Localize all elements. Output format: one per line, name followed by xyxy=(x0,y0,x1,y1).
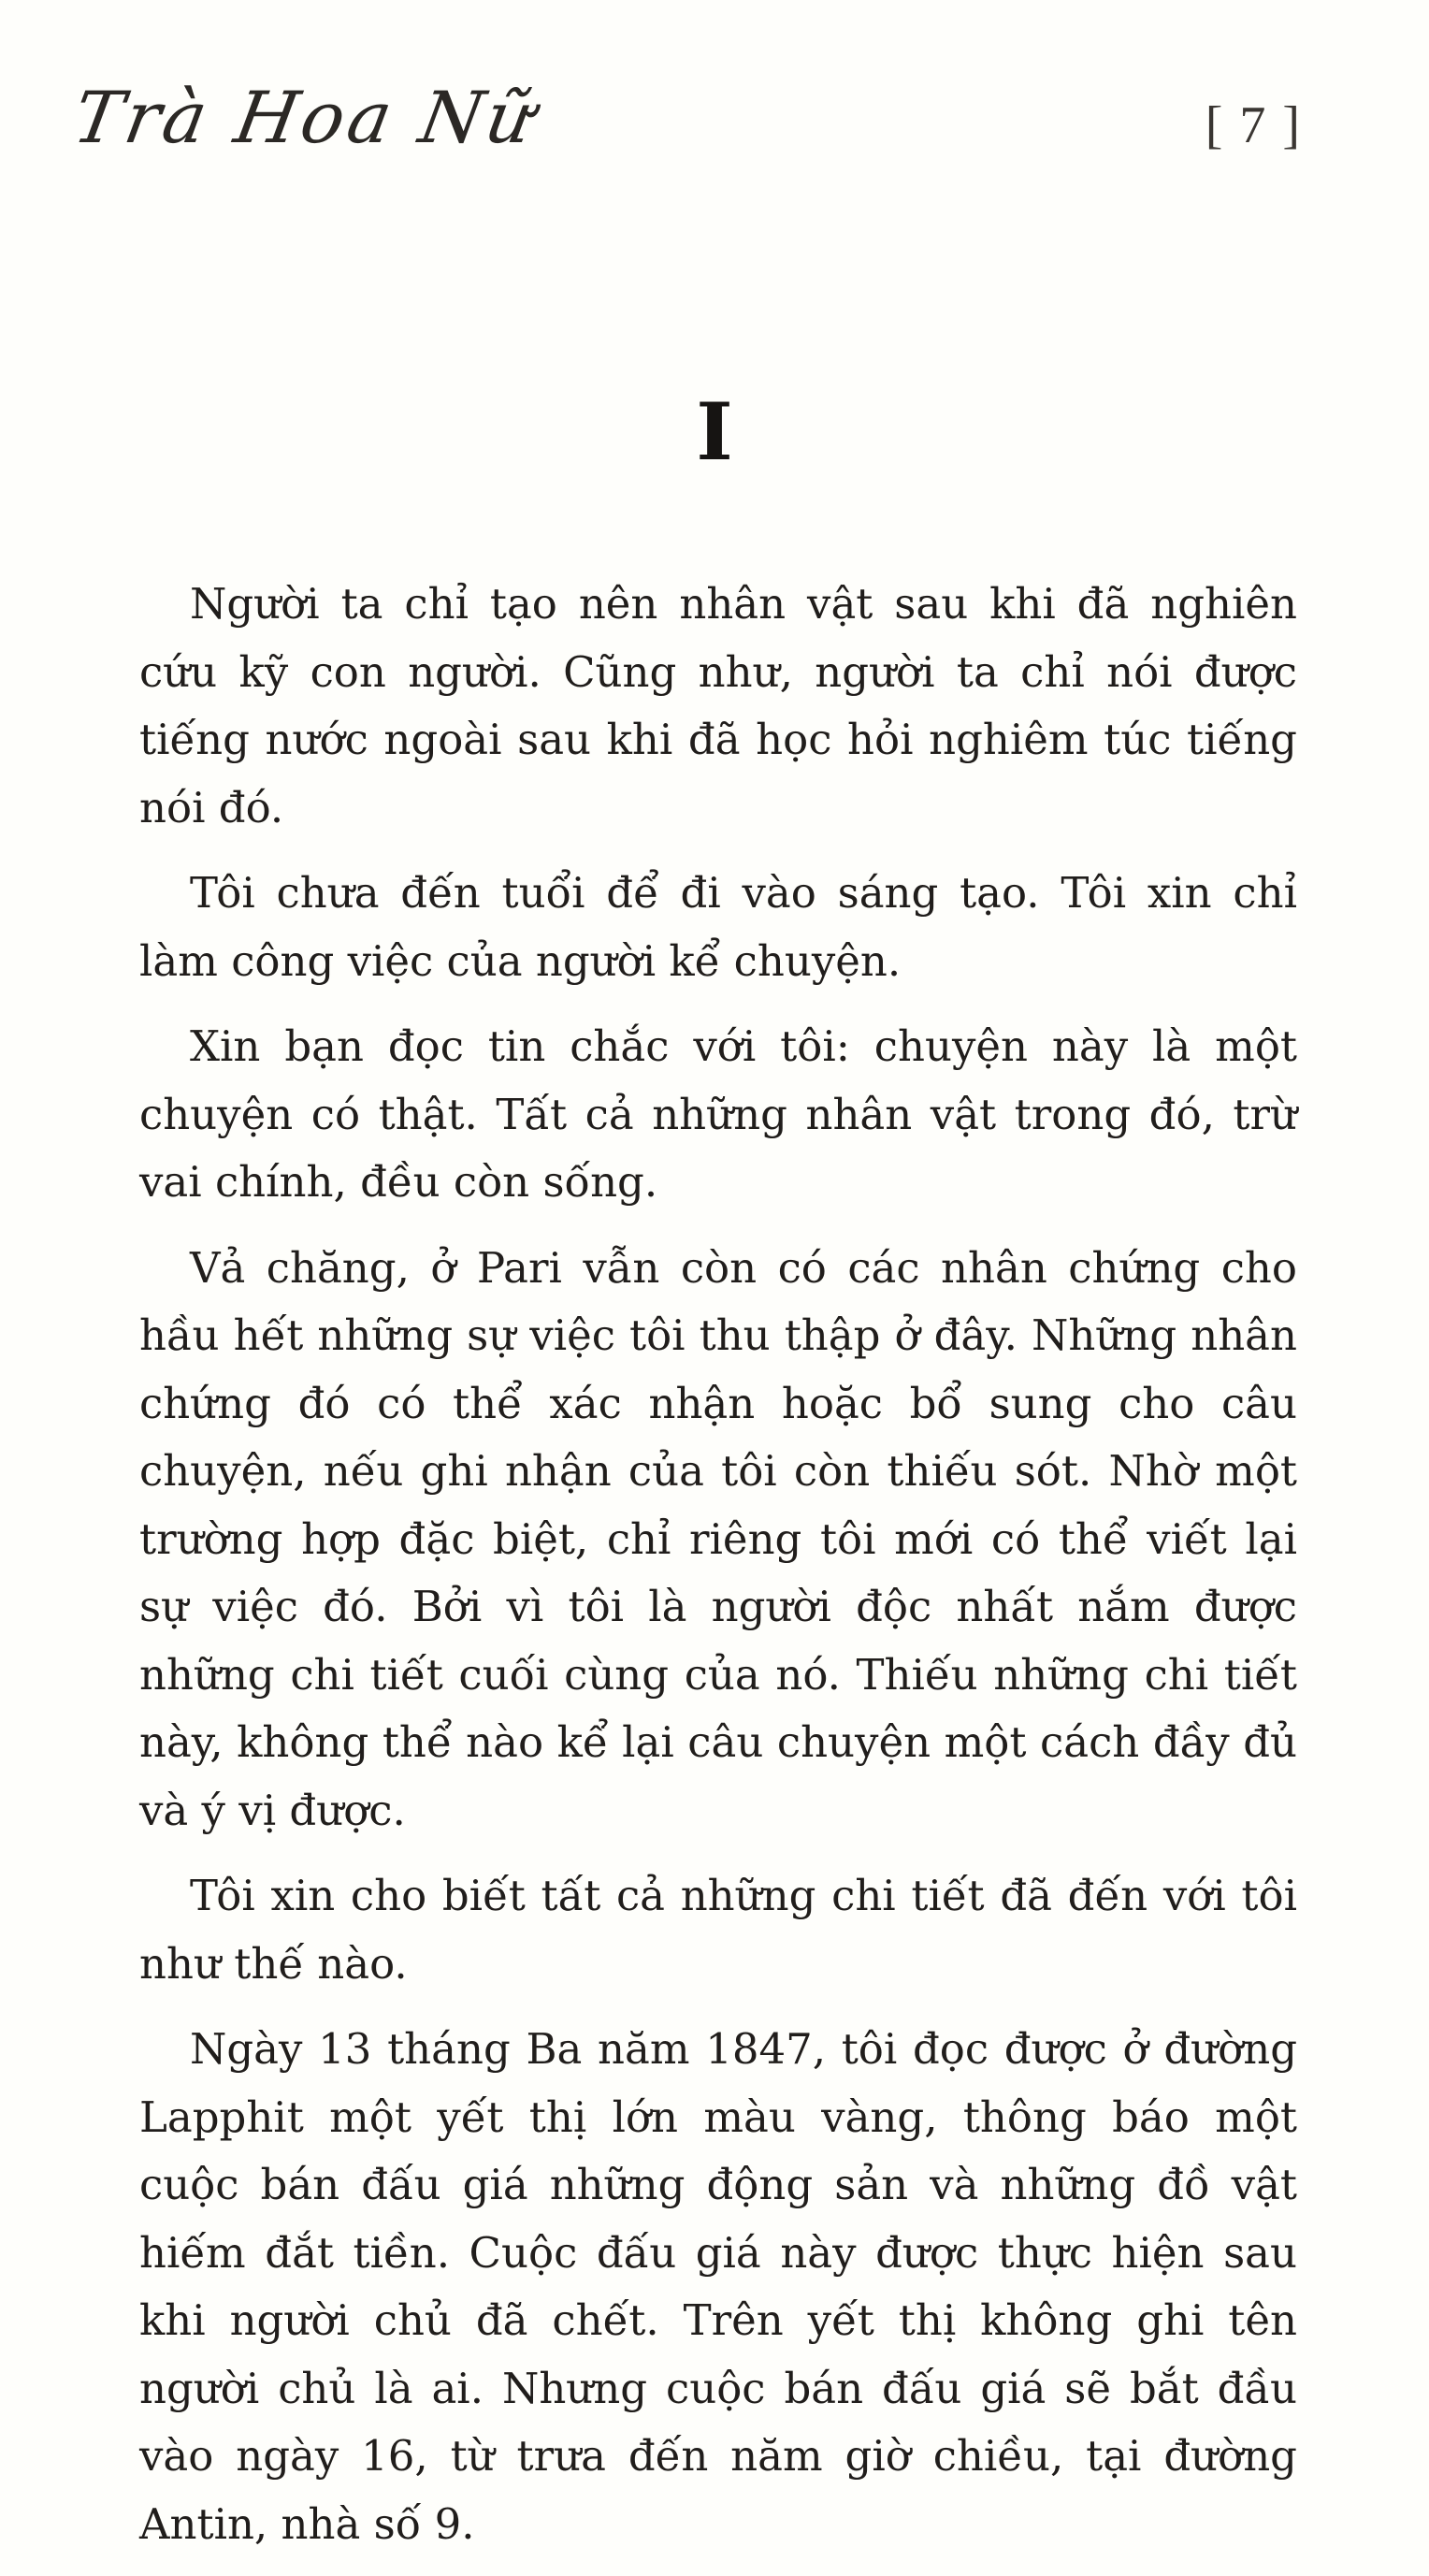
paragraph: Vả chăng, ở Pari vẫn còn có các nhân chứng cho hầu hết những sự việc tôi thu thập ở đây. Những nhân chứng đó có thể xác nhận hoặc bổ sung cho câu chuyện, nếu ghi nhận của tôi còn thiếu sót. Nhờ một trường hợp đặc biệt, chỉ riêng tôi mới có thể viết lại sự việc đó. Bởi vì tôi là người độc nhất nắm được những chi tiết cuối cùng của nó. Thiếu những chi tiết này, không thể nào kể lại câu chuyện một cách đầy đủ và ý vị được. xyxy=(139,1242,1297,1835)
chapter-title: I xyxy=(696,385,733,478)
chapter-body xyxy=(139,571,1297,2576)
paragraph: Xin bạn đọc tin chắc với tôi: chuyện này là một chuyện có thật. Tất cả những nhân vật trong đó, trừ vai chính, đều còn sống. xyxy=(139,1021,1297,1207)
paragraph: Tôi chưa đến tuổi để đi vào sáng tạo. Tôi xin chỉ làm công việc của người kể chuyện. xyxy=(139,868,1297,986)
paragraph: Tôi xin cho biết tất cả những chi tiết đã đến với tôi như thế nào. xyxy=(139,1871,1297,1989)
running-header xyxy=(67,71,1302,174)
book-title: Trà Hoa Nữ xyxy=(67,76,544,159)
page-number: [ 7 ] xyxy=(1205,96,1302,154)
paragraph: Người ta chỉ tạo nên nhân vật sau khi đã nghiên cứu kỹ con người. Cũng như, người ta chỉ nói được tiếng nước ngoài sau khi đã học hỏi nghiêm túc tiếng nói đó. xyxy=(139,579,1297,832)
paragraph: Ngày 13 tháng Ba năm 1847, tôi đọc được ở đường Lapphit một yết thị lớn màu vàng, thông báo một cuộc bán đấu giá những động sản và những đồ vật hiếm đắt tiền. Cuộc đấu giá này được thực hiện sau khi người chủ đã chết. Trên yết thị không ghi tên người chủ là ai. Nhưng cuộc bán đấu giá sẽ bắt đầu vào ngày 16, từ trưa đến năm giờ chiều, tại đường Antin, nhà số 9. xyxy=(139,2024,1297,2549)
